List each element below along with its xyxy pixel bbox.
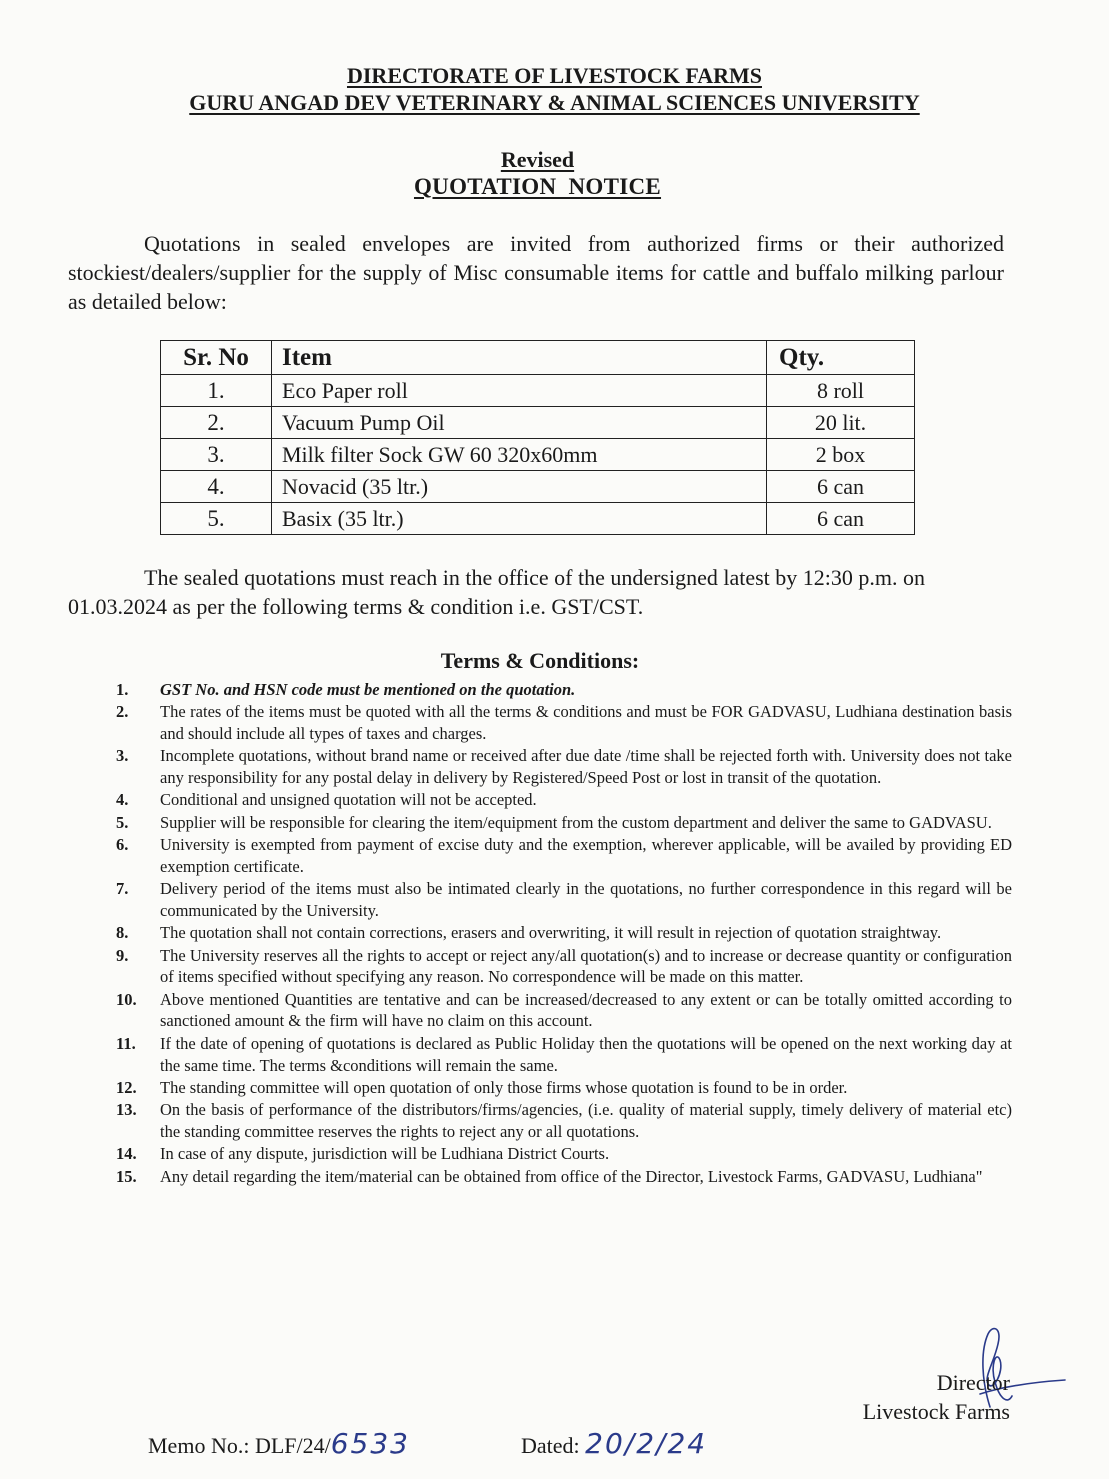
term-text: University is exempted from payment of excise duty and the exemption, wherever applicable, will be availed by providing ED exemption certificate.: [160, 835, 1012, 876]
intro-paragraph: Quotations in sealed envelopes are invited from authorized firms or their authorized stockiest/dealers/supplier for the supply of Misc consumable items for cattle and buffalo milking parlour as detailed below:: [68, 231, 1004, 314]
row-qty: 6 can: [767, 503, 915, 535]
term-number: 10.: [116, 989, 137, 1009]
term-number: 12.: [116, 1077, 137, 1097]
date-handwritten-value: 20/2/24: [585, 1427, 708, 1460]
term-text: Any detail regarding the item/material can be obtained from office of the Director, Livestock Farms, GADVASU, Ludhiana": [160, 1166, 983, 1186]
list-item: [112, 1099, 1012, 1143]
term-number: 2.: [116, 702, 129, 722]
signatory-title: Director: [936, 1370, 1010, 1395]
term-text: In case of any dispute, jurisdiction will be Ludhiana District Courts.: [160, 1144, 610, 1164]
term-number: 7.: [116, 879, 129, 899]
header-sr-no: Sr. No: [161, 341, 272, 375]
deadline-paragraph: The sealed quotations must reach in the office of the undersigned latest by 12:30 p.m. on 01.03.2024 as per the following terms & condition i.e. GST/CST.: [68, 565, 926, 619]
memo-number: [148, 1427, 410, 1460]
items-table: [160, 340, 915, 535]
row-sr-no: 1.: [161, 375, 272, 407]
table-row: [161, 503, 915, 535]
list-item: [112, 701, 1012, 745]
list-item: [112, 1033, 1012, 1077]
term-number: 11.: [116, 1033, 136, 1053]
term-text: The standing committee will open quotation of only those firms whose quotation is found to be in order.: [160, 1077, 848, 1097]
list-item: [112, 1143, 1012, 1165]
term-number: 14.: [116, 1144, 137, 1164]
term-text: Above mentioned Quantities are tentative and can be increased/decreased to any extent or can be totally omitted according to sanctioned amount & the firm will have no claim on this account.: [160, 989, 1012, 1031]
list-item: [112, 745, 1012, 789]
term-number: 5.: [116, 812, 129, 832]
row-sr-no: 5.: [161, 503, 272, 535]
terms-list: [112, 679, 1012, 1188]
row-qty: 8 roll: [767, 375, 915, 407]
list-item: [112, 878, 1012, 922]
row-item: Eco Paper roll: [272, 375, 767, 407]
term-text: If the date of opening of quotations is declared as Public Holiday then the quotations will be opened on the next working day at the same time. The terms &conditions will remain the same.: [160, 1033, 1012, 1075]
term-text: The quotation shall not contain corrections, erasers and overwriting, it will result in rejection of quotation straightway.: [160, 923, 942, 943]
directorate-title: DIRECTORATE OF LIVESTOCK FARMS: [346, 63, 762, 88]
term-text: Incomplete quotations, without brand name or received after due date /time shall be rejected forth with. University does not take any responsibility for any postal delay in delivery by Registered/Speed Post or lost in transit of the quotation.: [160, 746, 1012, 788]
signatory-office: Livestock Farms: [862, 1399, 1010, 1424]
list-item: [112, 922, 1012, 944]
list-item: [112, 1166, 1012, 1188]
notice-title: QUOTATION NOTICE: [413, 174, 662, 199]
term-text: Delivery period of the items must also be intimated clearly in the quotations, no further correspondence in this regard will be communicated by the University.: [160, 879, 1012, 920]
row-sr-no: 3.: [161, 439, 272, 471]
row-sr-no: 2.: [161, 407, 272, 439]
row-qty: 20 lit.: [767, 407, 915, 439]
header-qty: Qty.: [767, 341, 915, 375]
term-text: On the basis of performance of the distributors/firms/agencies, (i.e. quality of material supply, timely delivery of material etc) the standing committee reserves the rights to reject any or all quotations.: [160, 1100, 1012, 1141]
list-item: [112, 945, 1012, 989]
term-number: 13.: [116, 1100, 137, 1120]
table-row: [161, 375, 915, 407]
table-row: [161, 407, 915, 439]
term-text: Supplier will be responsible for clearing the item/equipment from the custom department and deliver the same to GADVASU.: [160, 812, 992, 832]
row-item: Basix (35 ltr.): [272, 503, 767, 535]
row-sr-no: 4.: [161, 471, 272, 503]
term-number: 6.: [116, 835, 129, 855]
row-qty: 2 box: [767, 439, 915, 471]
list-item: [112, 989, 1012, 1033]
term-number: 1.: [116, 680, 129, 699]
row-item: Novacid (35 ltr.): [272, 471, 767, 503]
table-row: [161, 471, 915, 503]
term-number: 8.: [116, 923, 129, 943]
row-qty: 6 can: [767, 471, 915, 503]
term-number: 3.: [116, 746, 129, 766]
signature-block: [800, 1368, 1010, 1426]
term-number: 9.: [116, 945, 129, 965]
table-header-row: [161, 341, 915, 375]
university-title: GURU ANGAD DEV VETERINARY & ANIMAL SCIENCES UNIVERSITY: [189, 90, 920, 115]
date-line: [521, 1427, 707, 1460]
term-text: The University reserves all the rights to accept or reject any/all quotation(s) and to increase or decrease quantity or configuration of items specified without specifying any reason. No correspondence will be made on this matter.: [160, 945, 1012, 987]
row-item: Milk filter Sock GW 60 320x60mm: [272, 439, 767, 471]
revised-label: Revised: [500, 147, 575, 172]
list-item: [112, 789, 1012, 811]
memo-handwritten-number: 6533: [330, 1427, 410, 1460]
term-text: The rates of the items must be quoted with all the terms & conditions and must be FOR GADVASU, Ludhiana destination basis and should include all types of taxes and charges.: [160, 702, 1012, 744]
list-item: [112, 812, 1012, 834]
term-number: 15.: [116, 1166, 137, 1186]
list-item: [112, 679, 1012, 701]
header-item: Item: [272, 341, 767, 375]
list-item: [112, 1077, 1012, 1099]
table-row: [161, 439, 915, 471]
terms-heading: Terms & Conditions:: [440, 648, 640, 673]
memo-label: Memo No.: DLF/24/: [148, 1433, 331, 1458]
date-label: Dated:: [521, 1433, 580, 1458]
term-number: 4.: [116, 790, 129, 810]
document-header: [0, 62, 1109, 116]
row-item: Vacuum Pump Oil: [272, 407, 767, 439]
list-item: [112, 834, 1012, 878]
term-text: GST No. and HSN code must be mentioned on the quotation.: [160, 680, 576, 699]
term-text: Conditional and unsigned quotation will not be accepted.: [160, 790, 537, 810]
